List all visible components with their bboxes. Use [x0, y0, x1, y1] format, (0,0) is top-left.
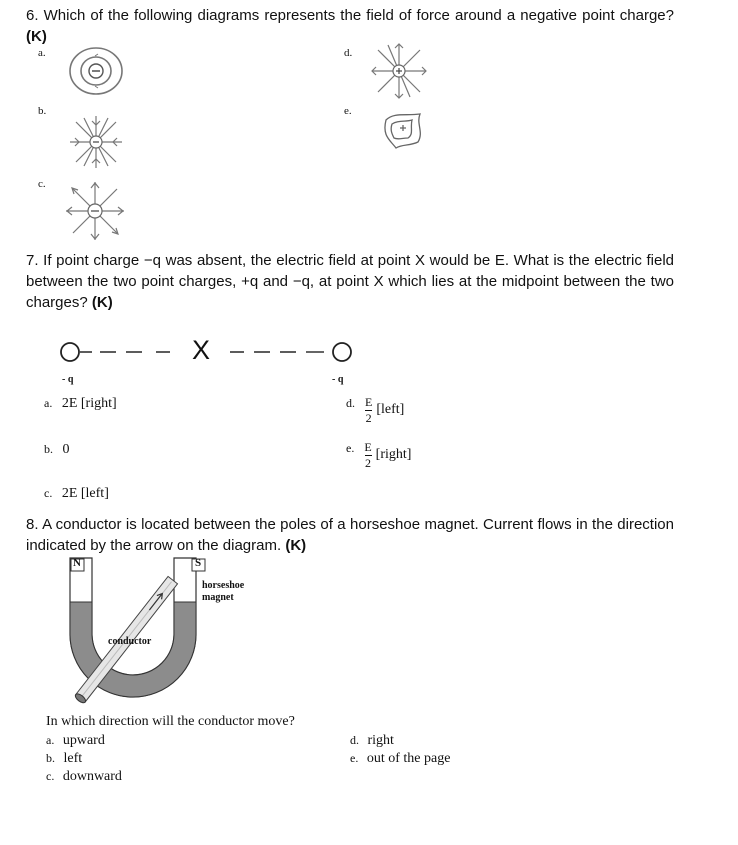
q6-diagram-e	[380, 110, 426, 152]
q6-label-c: c.	[38, 178, 46, 190]
q6-label-d: d.	[344, 47, 353, 59]
q8-pole-s: S	[195, 557, 202, 569]
q7-point-x: X	[192, 335, 211, 365]
q8-option-e[interactable]	[350, 751, 450, 767]
q8-option-a-label: a.	[46, 733, 55, 747]
q6-diagram-b	[68, 114, 124, 170]
q6-diagram-a	[68, 46, 124, 96]
q8-option-b[interactable]	[46, 751, 82, 767]
question-7-body: 7. If point charge −q was absent, the electric field at point X would be E. What is the electric field between the two point charges, +q and −q, at point X which lies at the midpoint between the two charges?	[26, 252, 674, 311]
q7-option-a-text: 2E [right]	[61, 396, 117, 411]
q6-label-a: a.	[38, 47, 46, 59]
q7-option-b-label: b.	[44, 442, 53, 456]
question-7-text	[26, 250, 674, 313]
q7-option-e-numerator: E	[364, 440, 372, 454]
q8-option-d-label: d.	[350, 733, 359, 747]
question-6-tag: (K)	[26, 28, 47, 45]
q8-option-e-text: out of the page	[366, 751, 451, 766]
q8-option-d-text: right	[367, 733, 394, 748]
question-8-tag: (K)	[285, 537, 307, 554]
q8-option-c-text: downward	[62, 769, 122, 784]
q8-pole-n: N	[73, 557, 81, 569]
q7-option-d-direction: [left]	[376, 402, 405, 417]
q8-prompt: In which direction will the conductor move?	[46, 714, 295, 729]
q7-option-c-text: 2E [left]	[61, 486, 109, 501]
q6-label-e: e.	[344, 105, 352, 117]
q7-option-b[interactable]	[44, 442, 70, 458]
q7-option-e-fraction	[364, 441, 371, 469]
q8-option-c[interactable]	[46, 769, 122, 785]
q8-option-d[interactable]	[350, 733, 394, 749]
q8-option-a-text: upward	[62, 733, 105, 748]
q8-option-b-text: left	[63, 751, 83, 766]
q6-label-b: b.	[38, 105, 47, 117]
q8-magnet-diagram	[44, 556, 224, 708]
q8-magnet-label-1: horseshoe	[202, 580, 245, 591]
q7-right-charge-label: - q	[332, 374, 344, 385]
q7-option-d[interactable]	[346, 396, 404, 424]
q7-option-e-label: e.	[346, 441, 355, 455]
q6-diagram-c	[64, 180, 126, 242]
q8-conductor-label: conductor	[108, 636, 152, 647]
q7-option-d-fraction	[365, 396, 372, 424]
q8-option-b-label: b.	[46, 751, 55, 765]
question-6-text	[26, 5, 674, 47]
question-8-body: 8. A conductor is located between the poles of a horseshoe magnet. Current flows in the direction indicated by the arrow on the diagram.	[26, 516, 674, 554]
q8-magnet-label-2: magnet	[202, 592, 234, 603]
q7-option-e-direction: [right]	[375, 447, 412, 462]
q7-option-d-denominator: 2	[365, 411, 372, 425]
question-7-tag: (K)	[91, 294, 113, 311]
q7-left-charge-label: - q	[62, 374, 74, 385]
q8-option-e-label: e.	[350, 751, 359, 765]
q7-option-c[interactable]	[44, 486, 109, 502]
q8-option-a[interactable]	[46, 733, 105, 749]
q8-option-c-label: c.	[46, 769, 55, 783]
q7-option-a-label: a.	[44, 396, 53, 410]
q7-option-d-numerator: E	[365, 395, 373, 409]
q7-option-a[interactable]	[44, 396, 117, 412]
question-8-text	[26, 514, 674, 556]
question-6-body: 6. Which of the following diagrams represents the field of force around a negative point charge?	[26, 7, 674, 24]
q7-option-e[interactable]	[346, 441, 411, 469]
q7-option-d-label: d.	[346, 396, 355, 410]
q7-option-e-denominator: 2	[365, 456, 371, 470]
q6-diagram-d	[370, 42, 428, 100]
q7-option-c-label: c.	[44, 486, 53, 500]
q7-option-b-text: 0	[62, 442, 70, 457]
